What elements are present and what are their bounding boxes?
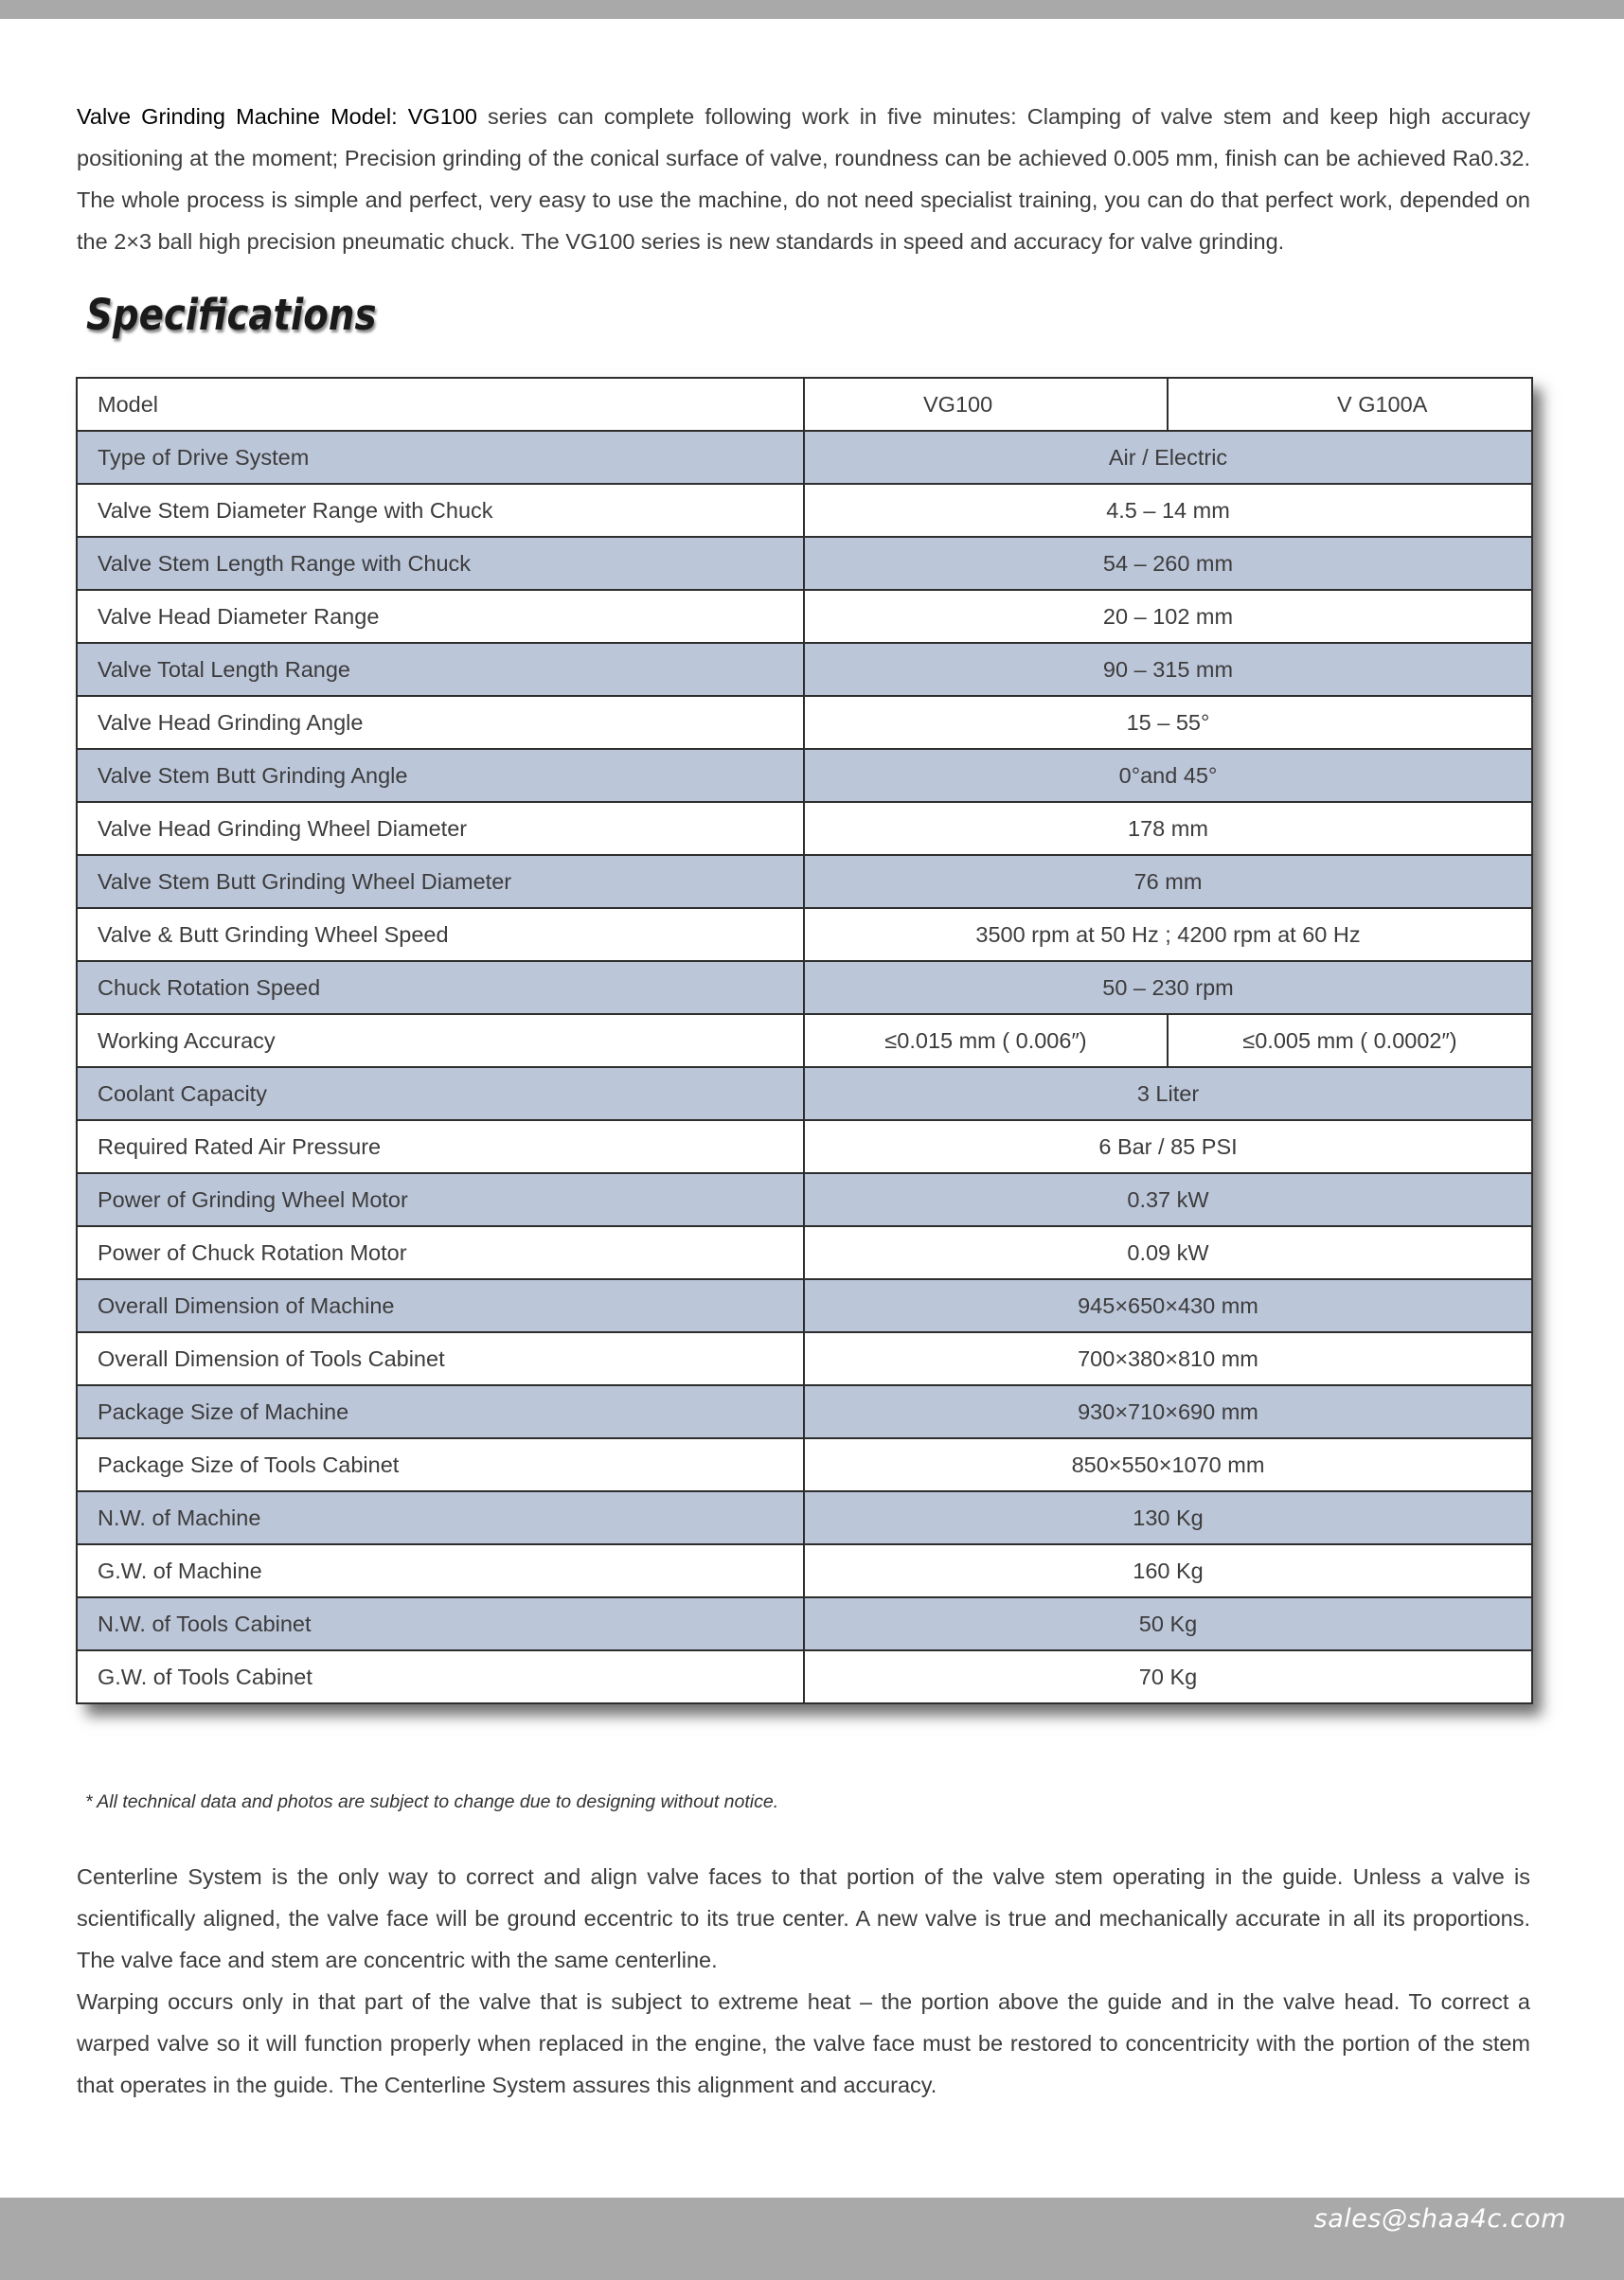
table-row xyxy=(77,696,1532,749)
top-bar xyxy=(0,0,1624,19)
specifications-title: Specifications xyxy=(86,290,377,340)
table-row xyxy=(77,1173,1532,1226)
table-row xyxy=(77,1332,1532,1385)
spec-label: Valve Stem Diameter Range with Chuck xyxy=(77,484,804,537)
footnote: * All technical data and photos are subject to change due to designing without notice. xyxy=(85,1791,779,1812)
table-row xyxy=(77,1385,1532,1438)
intro-lead: Valve Grinding Machine Model: VG100 xyxy=(77,104,477,129)
spec-label: Overall Dimension of Machine xyxy=(77,1279,804,1332)
spec-value: 90 – 315 mm xyxy=(804,643,1532,696)
accuracy-vg100: ≤0.015 mm ( 0.006″) xyxy=(804,1014,1168,1067)
spec-label: Power of Chuck Rotation Motor xyxy=(77,1226,804,1279)
intro-paragraph xyxy=(77,96,1530,262)
table-row xyxy=(77,1650,1532,1703)
spec-value: 6 Bar / 85 PSI xyxy=(804,1120,1532,1173)
spec-value: 50 Kg xyxy=(804,1597,1532,1650)
table-row xyxy=(77,1279,1532,1332)
spec-label: Valve Head Diameter Range xyxy=(77,590,804,643)
spec-value: 0.09 kW xyxy=(804,1226,1532,1279)
spec-label: Working Accuracy xyxy=(77,1014,804,1067)
spec-value: 700×380×810 mm xyxy=(804,1332,1532,1385)
spec-value: 930×710×690 mm xyxy=(804,1385,1532,1438)
spec-label: Valve Stem Butt Grinding Wheel Diameter xyxy=(77,855,804,908)
table-row xyxy=(77,431,1532,484)
header-model-label: Model xyxy=(77,378,804,431)
header-vg100: VG100 xyxy=(804,378,1168,431)
spec-label: Valve Head Grinding Wheel Diameter xyxy=(77,802,804,855)
table-header-row xyxy=(77,378,1532,431)
table-row xyxy=(77,1491,1532,1544)
spec-value: 54 – 260 mm xyxy=(804,537,1532,590)
table-row xyxy=(77,961,1532,1014)
outro-paragraph-2: Warping occurs only in that part of the valve that is subject to extreme heat – the portion above the guide and in the valve head. To correct a warped valve so it will function properly when replaced in the engine, the valve face must be restored to concentricity with the portion of the stem that operates in the guide. The Centerline System assures this alignment and accuracy. xyxy=(77,1989,1530,2097)
footer-email: sales@shaa4c.com xyxy=(1313,2204,1566,2234)
spec-label: G.W. of Tools Cabinet xyxy=(77,1650,804,1703)
table-row xyxy=(77,1597,1532,1650)
spec-value: 130 Kg xyxy=(804,1491,1532,1544)
table-row xyxy=(77,1120,1532,1173)
spec-label: Valve & Butt Grinding Wheel Speed xyxy=(77,908,804,961)
spec-label: Type of Drive System xyxy=(77,431,804,484)
intro-text: series can complete following work in five minutes: Clamping of valve stem and keep high accuracy positioning at the moment; Precision grinding of the conical surface of valve, roundness can be achieved 0.005 mm, finish can be achieved Ra0.32. The whole process is simple and perfect, very easy to use the machine, do not need specialist training, you can do that perfect work, depended on the 2×3 ball high precision pneumatic chuck. The VG100 series is new standards in speed and accuracy for valve grinding. xyxy=(77,104,1530,254)
table-row xyxy=(77,590,1532,643)
spec-value: 850×550×1070 mm xyxy=(804,1438,1532,1491)
accuracy-vg100a: ≤0.005 mm ( 0.0002″) xyxy=(1168,1014,1532,1067)
table-row xyxy=(77,1438,1532,1491)
centerline-description xyxy=(77,1856,1530,2106)
specifications-table-wrapper xyxy=(76,377,1531,1704)
specifications-table xyxy=(76,377,1533,1704)
spec-label: Chuck Rotation Speed xyxy=(77,961,804,1014)
spec-label: N.W. of Tools Cabinet xyxy=(77,1597,804,1650)
table-row xyxy=(77,643,1532,696)
spec-label: Valve Stem Butt Grinding Angle xyxy=(77,749,804,802)
spec-value: 178 mm xyxy=(804,802,1532,855)
spec-value: 50 – 230 rpm xyxy=(804,961,1532,1014)
table-row xyxy=(77,802,1532,855)
spec-label: Valve Total Length Range xyxy=(77,643,804,696)
spec-label: G.W. of Machine xyxy=(77,1544,804,1597)
header-vg100a: V G100A xyxy=(1168,378,1532,431)
table-row xyxy=(77,908,1532,961)
spec-label: Required Rated Air Pressure xyxy=(77,1120,804,1173)
spec-label: Package Size of Tools Cabinet xyxy=(77,1438,804,1491)
spec-value: 0.37 kW xyxy=(804,1173,1532,1226)
spec-value: Air / Electric xyxy=(804,431,1532,484)
table-row-working-accuracy xyxy=(77,1014,1532,1067)
table-row xyxy=(77,855,1532,908)
specifications-table-body xyxy=(77,378,1532,1703)
table-row xyxy=(77,1226,1532,1279)
spec-label: Valve Head Grinding Angle xyxy=(77,696,804,749)
spec-value: 3 Liter xyxy=(804,1067,1532,1120)
spec-value: 3500 rpm at 50 Hz ; 4200 rpm at 60 Hz xyxy=(804,908,1532,961)
table-row xyxy=(77,537,1532,590)
spec-value: 160 Kg xyxy=(804,1544,1532,1597)
spec-label: Power of Grinding Wheel Motor xyxy=(77,1173,804,1226)
spec-label: Coolant Capacity xyxy=(77,1067,804,1120)
outro-paragraph-1: Centerline System is the only way to correct and align valve faces to that portion of the valve stem operating in the guide. Unless a valve is scientifically aligned, the valve face will be ground eccentric to its true center. A new valve is true and mechanically accurate in all its proportions. The valve face and stem are concentric with the same centerline. xyxy=(77,1864,1530,1972)
spec-value: 76 mm xyxy=(804,855,1532,908)
table-row xyxy=(77,1544,1532,1597)
table-row xyxy=(77,749,1532,802)
spec-label: Valve Stem Length Range with Chuck xyxy=(77,537,804,590)
spec-value: 0°and 45° xyxy=(804,749,1532,802)
spec-label: Overall Dimension of Tools Cabinet xyxy=(77,1332,804,1385)
spec-label: N.W. of Machine xyxy=(77,1491,804,1544)
spec-value: 20 – 102 mm xyxy=(804,590,1532,643)
table-row xyxy=(77,484,1532,537)
table-row xyxy=(77,1067,1532,1120)
spec-label: Package Size of Machine xyxy=(77,1385,804,1438)
spec-value: 15 – 55° xyxy=(804,696,1532,749)
spec-value: 945×650×430 mm xyxy=(804,1279,1532,1332)
spec-value: 70 Kg xyxy=(804,1650,1532,1703)
spec-value: 4.5 – 14 mm xyxy=(804,484,1532,537)
